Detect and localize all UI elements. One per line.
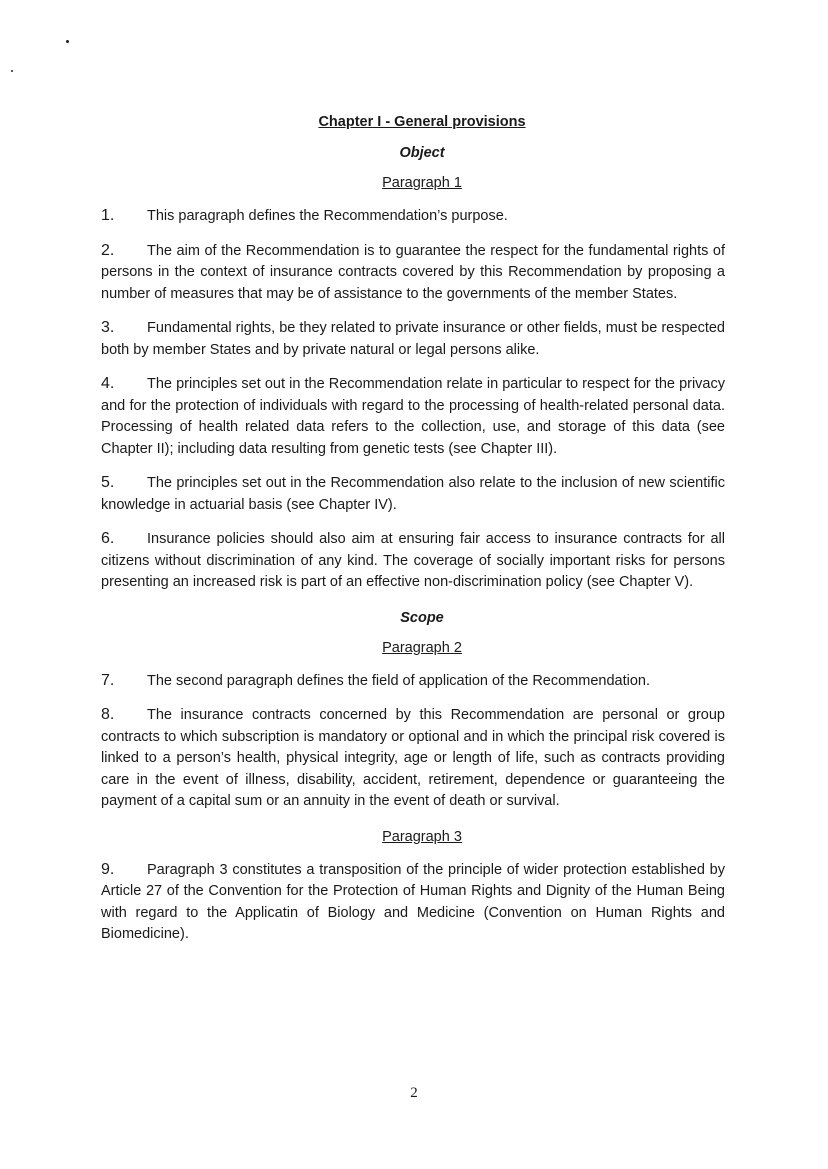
- paragraph-item: [101, 472, 725, 516]
- paragraph-item: [101, 240, 725, 306]
- paragraph-number: 5.: [101, 474, 115, 491]
- paragraph-number: 2.: [101, 241, 115, 259]
- scan-speck: [11, 70, 13, 72]
- paragraph-item: [101, 317, 725, 361]
- paragraph-number: 4.: [101, 375, 115, 392]
- paragraph-text: Paragraph 3 constitutes a transposition of the principle of wider protection established by Article 27 of the Convention for the Protection of Human Rights and Dignity of the Human Being with regard to the Applicatin of Biology and Medicine (Convention on Human Rights and Biomedicine).: [101, 861, 725, 942]
- paragraph-item: [101, 704, 725, 813]
- paragraph-item: [101, 528, 725, 594]
- page-content: [101, 114, 725, 958]
- chapter-title: Chapter I - General provisions: [318, 114, 526, 130]
- paragraph-text: The insurance contracts concerned by this Recommendation are personal or group contracts to which subscription is mandatory or optional and in which the principal risk covered is linked to a person’s health, physical integrity, age or length of life, such as contracts providing care in the event of illness, disability, accident, retirement, dependence or guaranteeing the payment of a capital sum or an annuity in the event of death or survival.: [101, 707, 725, 809]
- paragraph-text: Fundamental rights, be they related to private insurance or other fields, must be respected both by member States and by private natural or legal persons alike.: [101, 320, 725, 358]
- scan-speck: [66, 40, 69, 43]
- paragraph-text: The aim of the Recommendation is to guarantee the respect for the fundamental rights of persons in the context of insurance contracts covered by this Recommendation by proposing a number of measures that may be of assistance to the governments of the member States.: [101, 242, 725, 302]
- paragraph-text: The principles set out in the Recommendation also relate to the inclusion of new scientific knowledge in actuarial basis (see Chapter IV).: [101, 475, 725, 513]
- page-number: 2: [410, 1085, 418, 1101]
- paragraph-item: [101, 205, 725, 228]
- paragraph-number: 1.: [101, 207, 115, 224]
- paragraph-title-2: Paragraph 2: [382, 639, 462, 656]
- paragraph-item: [101, 373, 725, 460]
- paragraph-item: [101, 859, 725, 946]
- paragraph-item: [101, 670, 725, 693]
- paragraph-text: This paragraph defines the Recommendation’s purpose.: [147, 208, 508, 224]
- paragraph-title-1: Paragraph 1: [382, 175, 462, 191]
- section-heading-scope: Scope: [400, 609, 444, 626]
- paragraph-text: The principles set out in the Recommendation relate in particular to respect for the privacy and for the protection of individuals with regard to the processing of health-related personal data. Processing of health related data refers to the collection, use, and storage of this data (see Chapter II); including data resulting from genetic tests (see Chapter III).: [101, 376, 725, 457]
- paragraph-title-3: Paragraph 3: [382, 828, 462, 845]
- paragraph-number: 7.: [101, 671, 115, 689]
- paragraph-number: 3.: [101, 319, 115, 336]
- paragraph-text: Insurance policies should also aim at ensuring fair access to insurance contracts for all citizens without discrimination of any kind. The coverage of socially important risks for persons presenting an increased risk is part of an effective non-discrimination policy (see Chapter V).: [101, 531, 725, 590]
- paragraph-number: 6.: [101, 530, 115, 547]
- paragraph-number: 8.: [101, 706, 115, 723]
- section-heading-object: Object: [399, 145, 445, 161]
- paragraph-text: The second paragraph defines the field of application of the Recommendation.: [147, 672, 650, 689]
- paragraph-number: 9.: [101, 860, 115, 878]
